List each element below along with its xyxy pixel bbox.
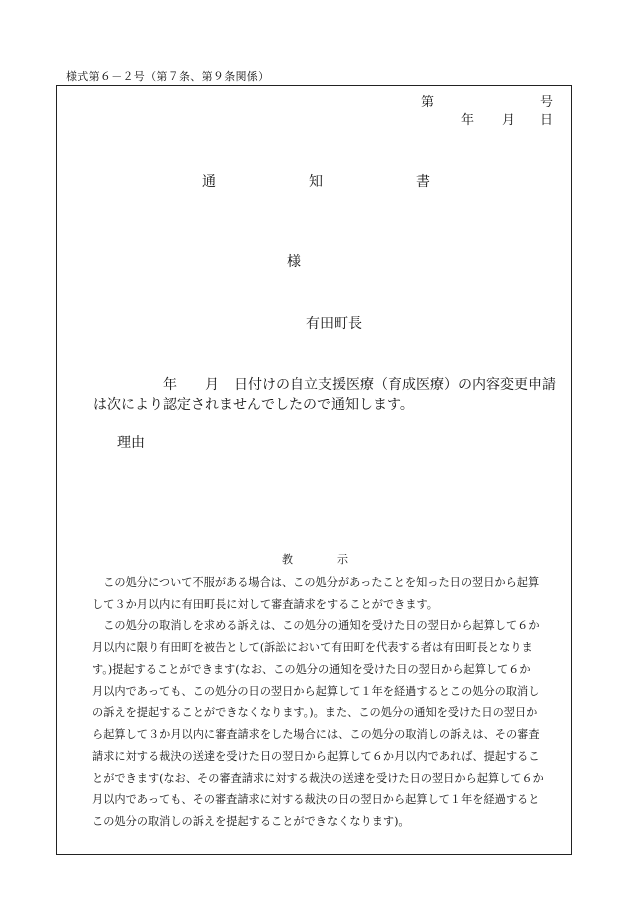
title-char-1: 通 xyxy=(202,174,216,190)
form-label: 様式第６－２号（第７条、第９条関係） xyxy=(66,70,270,83)
notice-title xyxy=(0,551,630,567)
number-prefix: 第 xyxy=(421,95,435,110)
date-month: 月 xyxy=(502,113,516,128)
notice-line: 請求に対する裁決の送達を受けた日の翌日から起算して６か月以内であれば、提起するこ xyxy=(92,750,540,763)
notice-title-char-2: 示 xyxy=(337,553,348,566)
issuer: 有田町長 xyxy=(306,316,362,332)
notice-line: とができます(なお、その審査請求に対する裁決の送達を受けた日の翌日から起算して６か xyxy=(92,772,544,785)
reason-label: 理由 xyxy=(117,435,145,451)
notice-line: 月以内であっても、その審査請求に対する裁決の日の翌日から起算して１年を経過すると xyxy=(92,793,540,806)
title-char-2: 知 xyxy=(309,174,323,190)
body-line-2: は次により認定されませんでしたので通知します。 xyxy=(93,397,414,413)
addressee-suffix: 様 xyxy=(287,254,301,270)
date-day: 日 xyxy=(540,113,554,128)
notice-line: この処分について不服がある場合は、この処分があったことを知った日の翌日から起算 xyxy=(92,576,540,589)
notice-line: 月以内に限り有田町を被告として(訴訟において有田町を代表する者は有田町長となりま xyxy=(92,641,533,654)
number-suffix: 号 xyxy=(540,95,554,110)
body-line-1: 日付けの自立支援医療（育成医療）の内容変更申請 xyxy=(234,377,556,393)
notice-line: この処分の取消しを求める訴えは、この処分の通知を受けた日の翌日から起算して６か xyxy=(92,619,540,632)
notice-line: この処分の取消しの訴えを提起することができなくなります)。 xyxy=(92,815,410,828)
notice-line: の訴えを提起することができなくなります。)。また、この処分の通知を受けた日の翌日か xyxy=(92,706,538,719)
notice-line: ら起算して３か月以内に審査請求をした場合には、この処分の取消しの訴えは、その審査 xyxy=(92,728,540,741)
notice-line: して３か月以内に有田町長に対して審査請求をすることができます。 xyxy=(92,598,438,611)
notice-title-char-1: 教 xyxy=(282,553,293,566)
notice-line: 月以内であっても、この処分の日の翌日から起算して１年を経過するとこの処分の取消し xyxy=(92,685,540,698)
title-char-3: 書 xyxy=(416,174,430,190)
body-year: 年 xyxy=(163,377,177,393)
notice-line: す。)提起することができます(なお、この処分の通知を受けた日の翌日から起算して６か xyxy=(92,663,531,676)
date-year: 年 xyxy=(461,113,475,128)
body-month: 月 xyxy=(205,377,219,393)
